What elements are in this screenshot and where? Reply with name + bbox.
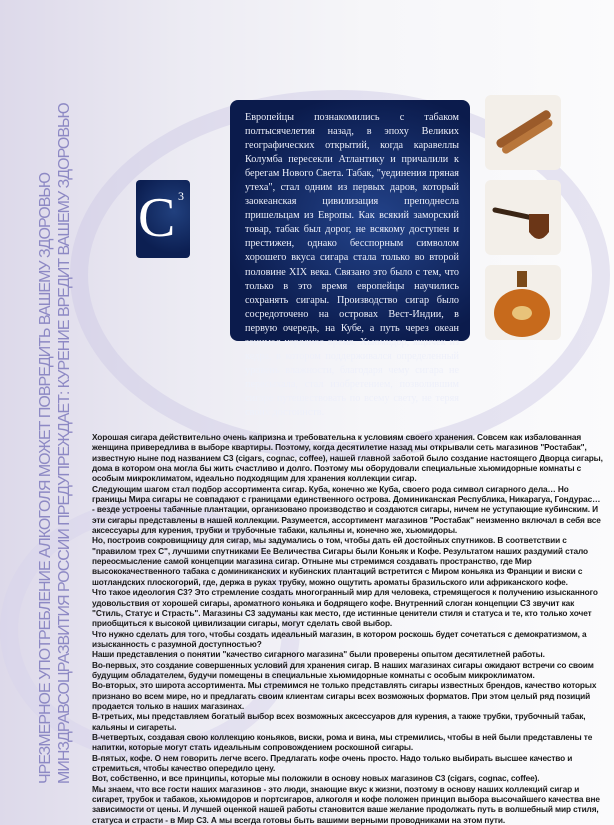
paragraph: Мы знаем, что все гости наших магазинов - это люди, знающие вкус к жизни, поэтому в основу наших коллекций сигар и сигарет, трубок и табаков, хьюмидоров и портсигаров, алкоголя и кофе положен принцип выбора высочайшего качества вне зависимости от цены. И лучшей оценкой нашей работы становится ваше желание продолжать путь в волшебный мир стиля, статуса и страсти - в Мир C3. А мы всегда готовы быть вашими верными проводниками на этом пути. bbox=[92, 783, 600, 825]
intro-text: Европейцы познакомились с табаком полтысячелетия назад, в эпоху Великих географических открытий, когда каравеллы Колумба пересекли Атлантику и причалили к берегам Нового Света. Табак, "уединения пряная утеха", стал одним из первых даров, который заокеанская цивилизация преподнесла пришельцам из Европы. Как всякий заморский товар, табак был дорог, не всякому доступен и престижен, однако бесспорным символом хорошего вкуса сигара стала только во второй половине XIX века. Связано это было с тем, что только в это время европейцы научились сохранять сигары. Производство сигар было сосредоточено на островах Вест-Индии, в первую очередь, на Кубе, а путь через океан занимал изрядное время. Хьюмидор, ящичек из кедра, в котором поддерживался определенный уровень влажности, благодаря чему сигара не пересыхала, стал изобретением, позволившим сигаре путешествовать по всему свету, не теряя своих достоинств. bbox=[245, 112, 459, 418]
paragraph: В-четвертых, создавая свою коллекцию коньяков, виски, рома и вина, мы стремились, чтобы в ней были представлены те напитки, которые могут стать идеальным сопровождением роскошной сигары. bbox=[92, 731, 593, 753]
smoking-warning: МИНЗДРАВСОЦРАЗВИТИЯ РОССИИ ПРЕДУПРЕЖДАЕТ: КУРЕНИЕ ВРЕДИТ ВАШЕМУ ЗДОРОВЬЮ bbox=[56, 103, 73, 784]
article-body bbox=[92, 432, 604, 825]
health-warnings bbox=[36, 0, 74, 784]
paragraph: Хорошая сигара действительно очень капризна и требовательна к условиям своего хранения. Совсем как избалованная женщина привередлива в выборе квартиры. Поэтому, когда десятилетие назад мы открывали сеть магазинов "Ростабак", известную ныне под названием C3 (cigars, cognac, coffee), нашей главной заботой было создание настоящего Дворца сигары, дома в котором она могла бы жить счастливо и долго. Поэтому мы оборудовали специальные хьюмидорные комнаты с особым микроклиматом, идеально подходящим для хранения коллекции сигар. bbox=[92, 432, 603, 484]
logo-letter: C bbox=[138, 187, 176, 249]
paragraph: Вот, собственно, и все принципы, которые мы положили в основу новых магазинов C3 (cigars, cognac, coffee). bbox=[92, 773, 540, 784]
paragraph: Следующим шагом стал подбор ассортимента сигар. Куба, конечно же Куба, своего рода символ сигарного дела… Но границы Мира сигары не совпадают с границами единственного острова. Доминиканская Республика, Никарагуа, Гондурас… - везде устроены табачные плантации, организовано производство и создаются сигары, ничем не уступающие кубинским. И эти сигары представлены в нашей коллекции. Разумеется, ассортимент магазинов "Ростабак" неизменно включал в себя все аксессуары для курения, трубки и трубочные табаки, кальяны и, конечно же, хьюмидоры. bbox=[92, 483, 601, 536]
cognac-photo bbox=[485, 265, 561, 340]
c3-logo bbox=[136, 180, 190, 258]
paragraph: Но, построив сокровищницу для сигар, мы задумались о том, чтобы дать ей достойных спутников. В соответствии с "правилом трех C", лучшими спутниками Ее Величества Сигары были Коньяк и Кофе. Результатом наших раздумий стало переосмысление самой концепции магазина сигар. Отныне мы стремимся создавать пространство, где Мир высококачественного табака с доминиканских и кубинских плантаций встретится с Миром коньяка из Франции и виски с шотландских плоскогорий, где, держа в руках трубку, можно ощутить ароматы бразильского или африканского кофе. bbox=[92, 535, 588, 587]
alcohol-warning: ЧРЕЗМЕРНОЕ УПОТРЕБЛЕНИЕ АЛКОГОЛЯ МОЖЕТ ПОВРЕДИТЬ ВАШЕМУ ЗДОРОВЬЮ bbox=[37, 172, 54, 784]
paragraph: Во-вторых, это широта ассортимента. Мы стремимся не только представлять сигары известных брендов, качество которых признано во всем мире, но и предлагать своим клиентам сигары всех возможных форматов. При этом целый ряд позиций продается только в наших магазинах. bbox=[92, 680, 597, 711]
paragraph: Во-первых, это создание совершенных условий для хранения сигар. В наших магазинах сигары ожидают встречи со своим будущим обладателем, будучи помещены в специальные хьюмидорные комнаты с особым микроклиматом. bbox=[92, 659, 594, 680]
paragraph: Что нужно сделать для того, чтобы создать идеальный магазин, в котором роскошь будет сочетаться с демократизмом, а изысканность с разумной доступностью? bbox=[92, 628, 587, 649]
cigars-photo bbox=[485, 95, 561, 170]
paragraph: В-пятых, кофе. О нем говорить легче всего. Предлагать кофе очень просто. Надо только выбирать высшее качество и стремиться, чтобы качество опередило цену. bbox=[92, 752, 573, 773]
paragraph: Наши представления о понятии "качество сигарного магазина" были проверены опытом десятилетней работы. bbox=[92, 649, 545, 660]
paragraph: Что такое идеология C3? Это стремление создать многогранный мир для человека, стремящегося к получению изысканного удовольствия от хорошей сигары, ароматного коньяка и бодрящего кофе. Внутренний слоган концепции C3 звучит как "Стиль, Статус и Страсть". Магазины C3 задуманы как место, где истинные ценители стиля и статуса и те, кто только хочет приобщиться к высокой цивилизации сигары, могут сделать свой выбор. bbox=[92, 587, 598, 629]
paragraph: В-третьих, мы представляем богатый выбор всех возможных аксессуаров для курения, а также трубки, трубочный табак, кальяны и сигареты. bbox=[92, 711, 586, 732]
pipe-photo bbox=[485, 180, 561, 255]
logo-superscript: 3 bbox=[178, 189, 184, 203]
intro-panel bbox=[230, 100, 470, 418]
